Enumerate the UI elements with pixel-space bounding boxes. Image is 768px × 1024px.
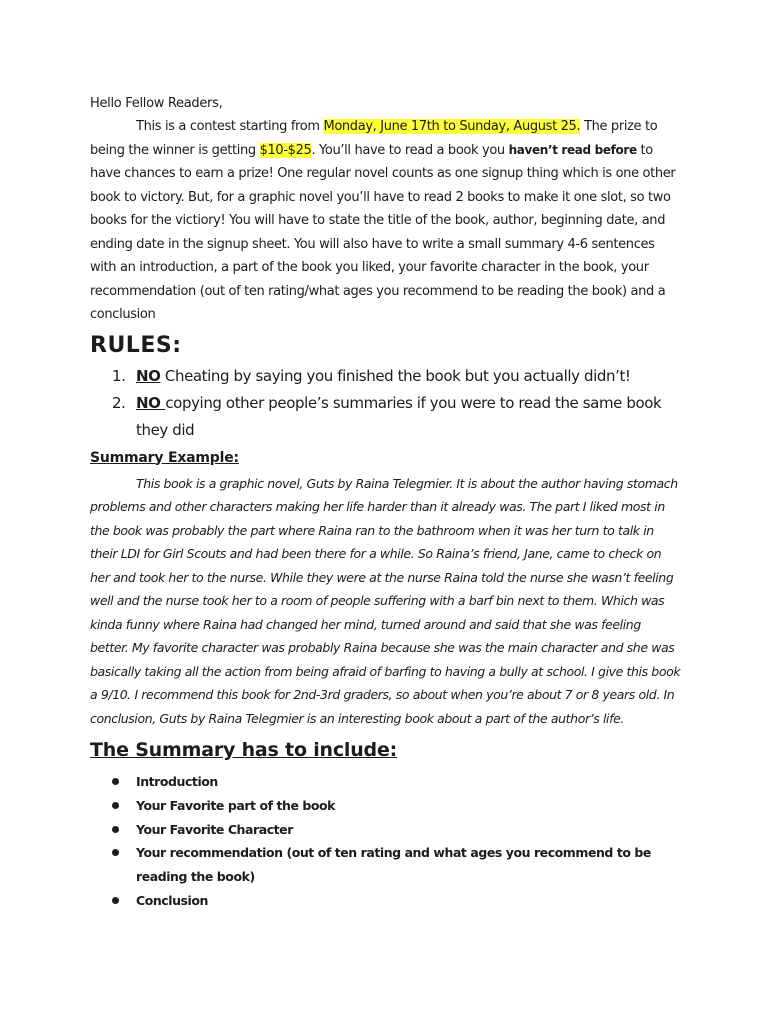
havent-read-before-bold: haven’t read before bbox=[508, 142, 637, 157]
document-page bbox=[90, 92, 682, 913]
list-item-text: Your Favorite part of the book bbox=[136, 797, 336, 813]
bullet-icon bbox=[112, 897, 119, 904]
list-item-text: Conclusion bbox=[136, 892, 208, 908]
summary-example-text: This book is a graphic novel, Guts by Raina Telegmier. It is about the author having stomach problems and other characters making her life harder than it already was. The part I liked most in the book was probably the part where Raina ran to the bathroom when it was her turn to talk in their LDI for Girl Scouts and had been there for a while. So Raina’s friend, Jane, came to check on her and took her to the nurse. While they were at the nurse Raina told the nurse she wasn’t feeling well and the nurse took her to a room of people suffering with a barf bin next to them. Which was kinda funny where Raina had changed her mind, turned around and said that she was feeling better. My favorite character was probably Raina because she was the main character and she was basically taking all the action from being afraid of barfing to having a bully at school. I give this book a 9/10. I recommend this book for 2nd-3rd graders, so about when you’re about 7 or 8 years old. In conclusion, Guts by Raina Telegmier is an interesting book about a part of the author’s life. bbox=[90, 475, 681, 726]
bullet-icon bbox=[112, 802, 119, 809]
list-item bbox=[90, 794, 682, 818]
rule-item bbox=[90, 363, 682, 390]
list-item bbox=[90, 818, 682, 842]
rule-number: 1. bbox=[112, 366, 126, 385]
intro-text-2: The prize to being the winner is getting bbox=[90, 119, 658, 158]
list-item-text: Your recommendation (out of ten rating and what ages you recommend to be reading the book) bbox=[136, 845, 651, 885]
rule-text: copying other people’s summaries if you were to read the same book they did bbox=[136, 393, 662, 439]
list-item-text: Introduction bbox=[136, 774, 218, 789]
rule-no-emphasis: NO bbox=[136, 366, 161, 385]
rule-item bbox=[90, 390, 682, 444]
rule-no-emphasis: NO bbox=[136, 393, 166, 412]
bullet-icon bbox=[112, 778, 119, 785]
rules-heading: RULES: bbox=[90, 332, 182, 358]
prize-amount-highlight: $10-$25 bbox=[259, 142, 312, 158]
rule-text: Cheating by saying you finished the book but you actually didn’t! bbox=[160, 366, 631, 385]
rules-list bbox=[90, 363, 682, 444]
intro-text-4: to have chances to earn a prize! One regular novel counts as one signup thing which is one other book to victory. But, for a graphic novel you’ll have to read 2 books to make it one slot, so two books for the victiory! You will have to state the title of the book, author, beginning date, and ending date in the signup sheet. You will also have to write a small summary 4-6 sentences with an introduction, a part of the book you liked, your favorite character in the book, your recommendation (out of ten rating/what ages you recommend to be reading the book) and a conclusion bbox=[90, 142, 676, 322]
list-item-text: Your Favorite Character bbox=[136, 821, 293, 837]
bullet-icon bbox=[112, 849, 119, 856]
list-item bbox=[90, 770, 682, 794]
summary-include-list bbox=[90, 770, 682, 913]
summary-example-heading: Summary Example: bbox=[90, 449, 239, 466]
list-item bbox=[90, 889, 682, 913]
rule-number: 2. bbox=[112, 393, 126, 412]
intro-text-3: . You’ll have to read a book you bbox=[311, 142, 509, 158]
bullet-icon bbox=[112, 826, 119, 833]
contest-dates-highlight: Monday, June 17th to Sunday, August 25. bbox=[323, 119, 581, 134]
intro-paragraph bbox=[90, 115, 682, 327]
greeting: Hello Fellow Readers, bbox=[90, 96, 223, 111]
list-item bbox=[90, 841, 682, 889]
summary-include-heading: The Summary has to include: bbox=[90, 739, 398, 761]
intro-text-1: This is a contest starting from bbox=[136, 119, 324, 134]
